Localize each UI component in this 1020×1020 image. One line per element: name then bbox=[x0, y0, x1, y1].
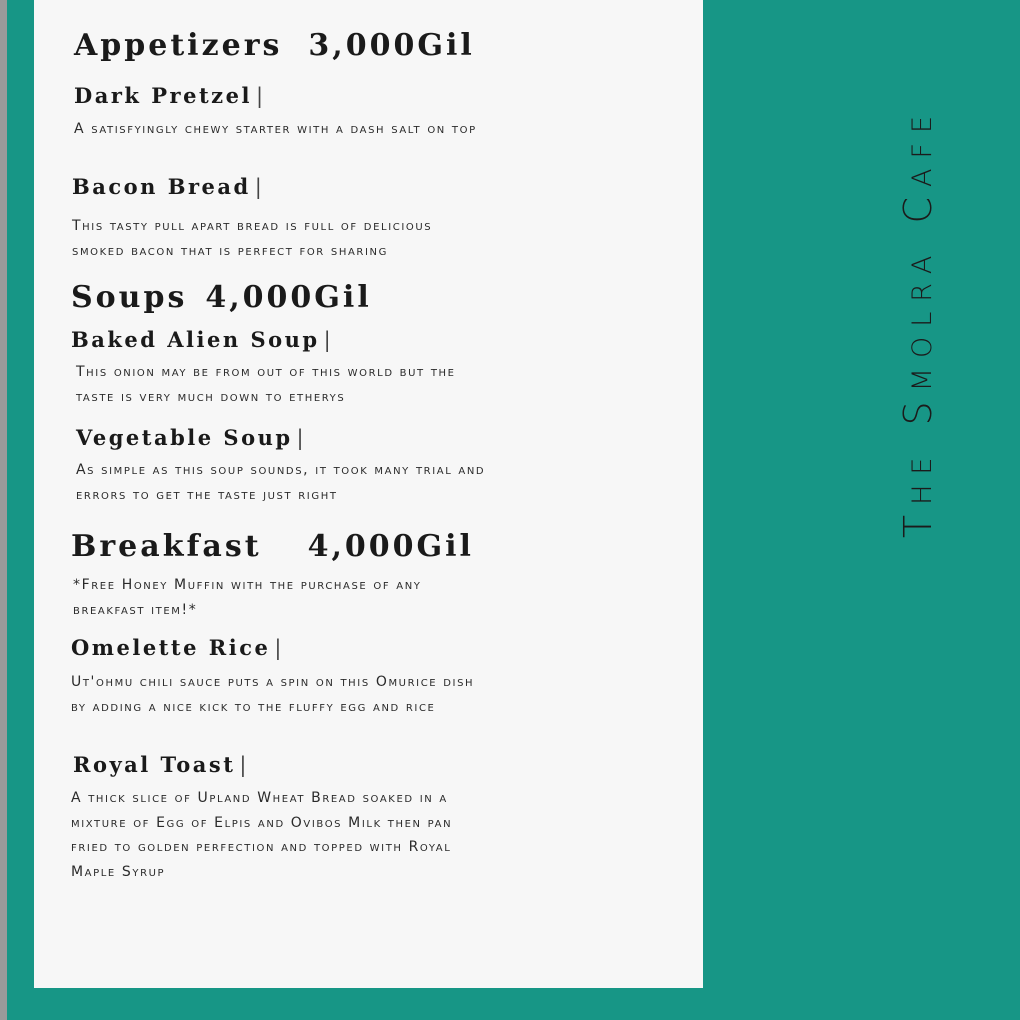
item-separator: | bbox=[255, 84, 266, 108]
menu-item-name bbox=[73, 752, 249, 778]
menu-item-description: A thick slice of Upland Wheat Bread soaked in a mixture of Egg of Elpis and Ovibos Milk then pan fried to golden perfection and topped with Royal Maple Syrup bbox=[71, 790, 453, 880]
menu-item-name bbox=[76, 425, 306, 451]
item-separator: | bbox=[323, 328, 334, 352]
menu-item-description: As simple as this soup sounds, it took many trial and errors to get the taste just right bbox=[76, 462, 486, 503]
menu-item-name bbox=[74, 83, 266, 109]
section-title-soups bbox=[71, 281, 372, 315]
breakfast-note: *Free Honey Muffin with the purchase of any breakfast item!* bbox=[73, 577, 422, 618]
section-name: Soups bbox=[71, 280, 188, 315]
menu-item-name bbox=[71, 635, 284, 661]
menu-item-name bbox=[72, 174, 264, 200]
menu-item-name bbox=[71, 327, 333, 353]
item-name-text: Baked Alien Soup bbox=[71, 327, 320, 352]
item-name-text: Bacon Bread bbox=[72, 174, 251, 199]
section-title-appetizers bbox=[74, 29, 475, 63]
menu-item-description: This onion may be from out of this world but the taste is very much down to etherys bbox=[76, 364, 456, 405]
item-separator: | bbox=[254, 175, 265, 199]
menu-item-description: Ut'ohmu chili sauce puts a spin on this Omurice dish by adding a nice kick to the fluffy egg and rice bbox=[71, 674, 475, 715]
menu-panel bbox=[34, 0, 703, 988]
menu-item-description: A satisfyingly chewy starter with a dash salt on top bbox=[74, 121, 477, 137]
item-name-text: Royal Toast bbox=[73, 752, 236, 777]
section-name: Appetizers bbox=[74, 28, 283, 63]
item-name-text: Vegetable Soup bbox=[76, 425, 293, 450]
item-separator: | bbox=[274, 636, 284, 660]
page-edge bbox=[0, 0, 7, 1020]
cafe-name-vertical: The Smolra Cafe bbox=[896, 105, 940, 539]
menu-item-description: This tasty pull apart bread is full of delicious smoked bacon that is perfect for sharing bbox=[72, 218, 433, 259]
section-price: 4,000Gil bbox=[307, 529, 474, 564]
item-separator: | bbox=[296, 426, 307, 450]
section-name: Breakfast bbox=[71, 529, 262, 564]
item-name-text: Dark Pretzel bbox=[74, 83, 252, 108]
section-title-breakfast bbox=[71, 530, 474, 564]
item-name-text: Omelette Rice bbox=[71, 635, 271, 660]
section-price: 4,000Gil bbox=[205, 280, 372, 315]
section-price: 3,000Gil bbox=[308, 28, 475, 63]
item-separator: | bbox=[239, 753, 249, 777]
